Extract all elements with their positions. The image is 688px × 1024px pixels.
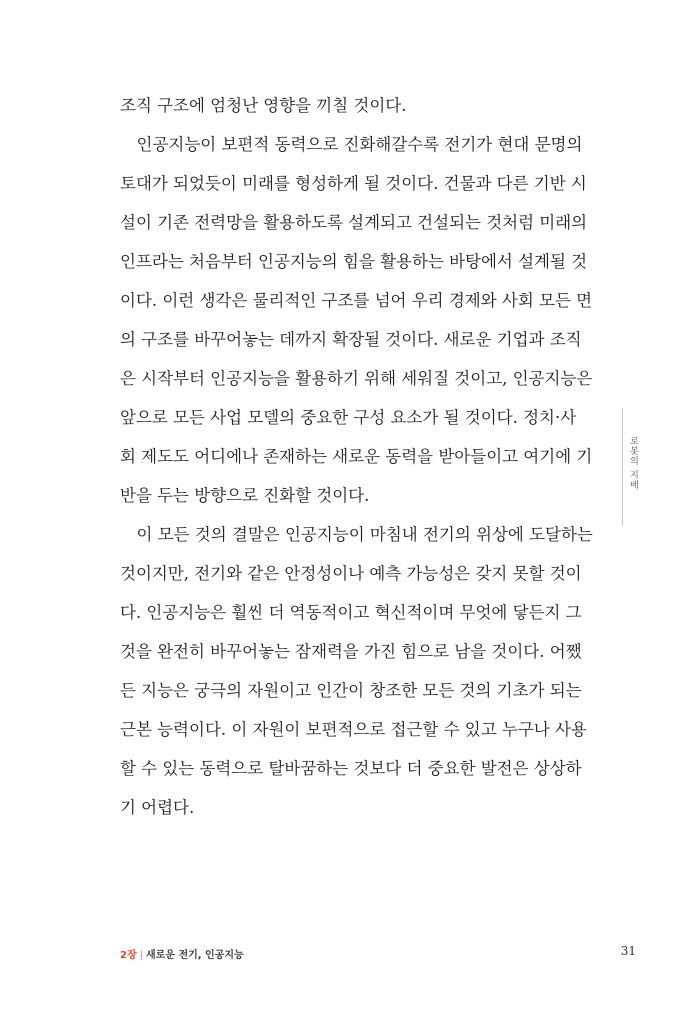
page-number: 31 — [620, 944, 636, 958]
text-line: 반을 두는 방향으로 진화할 것이다. — [120, 486, 370, 505]
text-line: 토대가 되었듯이 미래를 형성하게 될 것이다. 건물과 다른 기반 시 — [120, 174, 587, 193]
text-line: 근본 능력이다. 이 자원이 보편적으로 접근할 수 있고 누구나 사용 — [120, 720, 587, 739]
text-line: 은 시작부터 인공지능을 활용하기 위해 세워질 것이고, 인공지능은 — [120, 369, 593, 388]
running-footer — [120, 946, 244, 961]
text-line: 의 구조를 바꾸어놓는 데까지 확장될 것이다. 새로운 기업과 조직 — [120, 330, 582, 349]
text-line: 조직 구조에 엄청난 영향을 끼칠 것이다. — [120, 96, 407, 115]
text-line: 든 지능은 궁극의 자원이고 인간이 창조한 모든 것의 기초가 되는 — [120, 681, 582, 700]
side-tab-rule — [622, 408, 623, 526]
text-line: 다. 인공지능은 훨씬 더 역동적이고 혁신적이며 무엇에 닿든지 그 — [120, 603, 582, 622]
text-line: 이다. 이런 생각은 물리적인 구조를 넘어 우리 경제와 사회 모든 면 — [120, 291, 593, 310]
chapter-title: 새로운 전기, 인공지능 — [146, 950, 244, 961]
text-line: 것을 완전히 바꾸어놓는 잠재력을 가진 힘으로 남을 것이다. 어쨌 — [120, 642, 582, 661]
text-line: 설이 기존 전력망을 활용하도록 설계되고 건설되는 것처럼 미래의 — [120, 213, 588, 232]
body-text — [120, 86, 593, 827]
text-line: 이 모든 것의 결말은 인공지능이 마침내 전기의 위상에 도달하는 — [120, 525, 593, 544]
text-line: 기 어렵다. — [120, 798, 195, 817]
footer-separator: | — [139, 950, 143, 961]
chapter-number: 2장 — [120, 950, 137, 961]
text-line: 것이지만, 전기와 같은 안정성이나 예측 가능성은 갖지 못할 것이 — [120, 564, 582, 583]
text-line: 할 수 있는 동력으로 탈바꿈하는 것보다 더 중요한 발전은 상상하 — [120, 759, 582, 778]
text-line: 앞으로 모든 사업 모델의 중요한 구성 요소가 될 것이다. 정치·사 — [120, 408, 577, 427]
text-line: 인프라는 처음부터 인공지능의 힘을 활용하는 바탕에서 설계될 것 — [120, 252, 588, 271]
text-line: 회 제도도 어디에나 존재하는 새로운 동력을 받아들이고 여기에 기 — [120, 447, 593, 466]
text-line: 인공지능이 보편적 동력으로 진화해갈수록 전기가 현대 문명의 — [120, 135, 583, 154]
side-tab-label: 로봇의 지배 — [628, 436, 638, 490]
